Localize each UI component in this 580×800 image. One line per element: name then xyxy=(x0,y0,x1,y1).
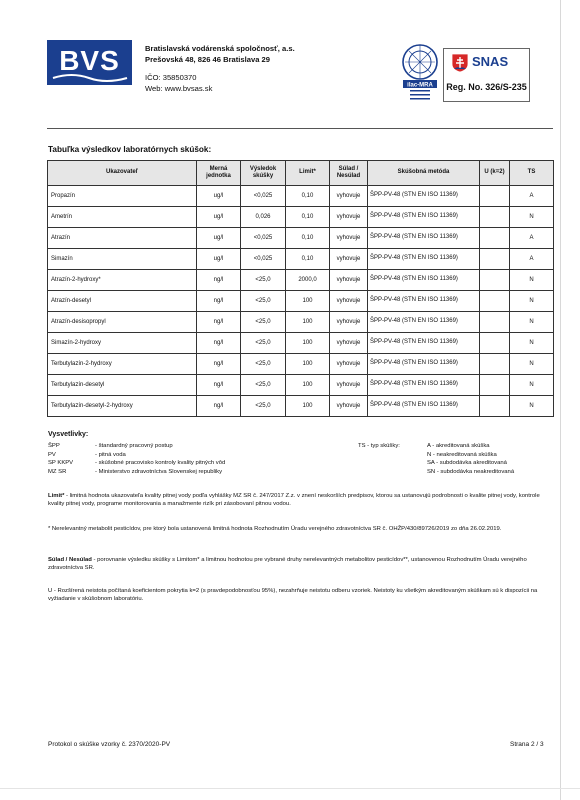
limit-cell: 0,10 xyxy=(286,228,330,249)
page-edge-bottom xyxy=(0,788,580,789)
table-row xyxy=(48,396,554,417)
legend-item: PV - pitná voda xyxy=(48,451,126,458)
analyte-name: Atrazín-desisopropyl xyxy=(48,312,197,333)
method-cell: ŠPP-PV-48 (STN EN ISO 11369) xyxy=(368,270,480,291)
table-row xyxy=(48,207,554,228)
legend-item: ŠPP - štandardný pracovný postup xyxy=(48,443,173,449)
note-metabolite: * Nerelevantný metabolit pesticídov, pre ktorý bola ustanovená limitná hodnota Rozhodnutím Úradu verejného zdravotníctva SR č. OHŽP/430/89726/2019 zo dňa 26.02.2019. xyxy=(48,526,502,532)
method-cell: ŠPP-PV-48 (STN EN ISO 11369) xyxy=(368,228,480,249)
test-type-cell: N xyxy=(510,312,554,333)
analyte-name: Simazín xyxy=(48,249,197,270)
note-uncertainty: U - Rozšírená neistota počítaná koeficientom pokrytia k=2 (s pravdepodobnosťou 95%), nezahrňuje neistotu odberu vzoriek. Neistoty ku všetkým akreditovaným skúškam sú k dispozícii na vyžiadanie v skúšobnom laboratóriu. xyxy=(48,588,538,603)
method-cell: ŠPP-PV-48 (STN EN ISO 11369) xyxy=(368,312,480,333)
footer-protocol: Protokol o skúške vzorky č. 2370/2020-PV xyxy=(48,741,171,748)
test-type-cell: N xyxy=(510,375,554,396)
test-type-cell: A xyxy=(510,249,554,270)
col-header: Výsledok skúšky xyxy=(241,161,286,186)
unit-cell: ug/l xyxy=(197,207,241,228)
col-header: U (k=2) xyxy=(480,161,510,186)
limit-cell: 100 xyxy=(286,291,330,312)
uncertainty-cell xyxy=(480,312,510,333)
method-cell: ŠPP-PV-48 (STN EN ISO 11369) xyxy=(368,375,480,396)
limit-cell: 100 xyxy=(286,354,330,375)
results-table xyxy=(47,160,554,417)
test-type-cell: N xyxy=(510,333,554,354)
limit-cell: 0,10 xyxy=(286,249,330,270)
uncertainty-cell xyxy=(480,207,510,228)
method-cell: ŠPP-PV-48 (STN EN ISO 11369) xyxy=(368,396,480,417)
status-cell: vyhovuje xyxy=(330,312,368,333)
unit-cell: ng/l xyxy=(197,270,241,291)
method-cell: ŠPP-PV-48 (STN EN ISO 11369) xyxy=(368,291,480,312)
table-row xyxy=(48,270,554,291)
analyte-name: Terbutylazín-desetyl-2-hydroxy xyxy=(48,396,197,417)
result-cell: <25,0 xyxy=(241,270,286,291)
bvs-logo xyxy=(47,40,132,85)
note-limit: Limit* - limitná hodnota ukazovateľa kvality pitnej vody podľa vyhlášky MZ SR č. 247/2017 Z.z. v znení neskorších predpisov, ktorou sa ustanovujú podrobnosti o kvalite pitnej vody, kontrole kvality pitnej vody, programe monitorovania a manažmente rizík pri zásobovaní pitnou vodou. xyxy=(48,493,540,508)
unit-cell: ng/l xyxy=(197,333,241,354)
company-info xyxy=(145,44,295,94)
legend-title: Vysvetlivky: xyxy=(48,431,89,438)
snas-label: SNAS xyxy=(472,54,509,69)
status-cell: vyhovuje xyxy=(330,228,368,249)
result-cell: <25,0 xyxy=(241,354,286,375)
legend-abbreviations xyxy=(48,442,225,476)
snas-accreditation-box xyxy=(443,48,530,102)
snas-reg-number: Reg. No. 326/S-235 xyxy=(446,82,527,92)
unit-cell: ug/l xyxy=(197,186,241,207)
analyte-name: Atrazín xyxy=(48,228,197,249)
status-cell: vyhovuje xyxy=(330,270,368,291)
result-cell: <25,0 xyxy=(241,333,286,354)
company-web: Web: www.bvsas.sk xyxy=(145,83,213,93)
result-cell: <25,0 xyxy=(241,312,286,333)
result-cell: <25,0 xyxy=(241,396,286,417)
uncertainty-cell xyxy=(480,270,510,291)
limit-cell: 100 xyxy=(286,333,330,354)
method-cell: ŠPP-PV-48 (STN EN ISO 11369) xyxy=(368,333,480,354)
uncertainty-cell xyxy=(480,228,510,249)
col-header: Limit* xyxy=(286,161,330,186)
ilac-mra-logo xyxy=(400,42,440,104)
ts-type-item: SA - subdodávka akreditovaná xyxy=(427,460,507,467)
limit-cell: 0,10 xyxy=(286,186,330,207)
company-name: Bratislavská vodárenská spoločnosť, a.s. xyxy=(145,44,295,53)
note-conformity: Súlad / Nesúlad - porovnanie výsledku skúšky s Limitom* a limitnou hodnotou pre vybrané druhy nerelevantných metabolitov pesticídov**, ustanovenou Rozhodnutím Úradu verejného zdravotníctva SR. xyxy=(48,557,527,572)
status-cell: vyhovuje xyxy=(330,375,368,396)
table-row xyxy=(48,291,554,312)
uncertainty-cell xyxy=(480,396,510,417)
company-ico: IČO: 35850370 xyxy=(145,73,197,82)
result-cell: <25,0 xyxy=(241,291,286,312)
ts-type-item: SN - subdodávka neakreditovaná xyxy=(427,468,515,475)
test-type-cell: A xyxy=(510,228,554,249)
analyte-name: Simazín-2-hydroxy xyxy=(48,333,197,354)
uncertainty-cell xyxy=(480,375,510,396)
status-cell: vyhovuje xyxy=(330,291,368,312)
uncertainty-cell xyxy=(480,291,510,312)
uncertainty-cell xyxy=(480,249,510,270)
analyte-name: Propazín xyxy=(48,186,197,207)
limit-cell: 100 xyxy=(286,375,330,396)
status-cell: vyhovuje xyxy=(330,249,368,270)
status-cell: vyhovuje xyxy=(330,396,368,417)
legend-item: MZ SR - Ministerstvo zdravotníctva Slovenskej republiky xyxy=(48,468,223,475)
table-row xyxy=(48,354,554,375)
method-cell: ŠPP-PV-48 (STN EN ISO 11369) xyxy=(368,186,480,207)
col-header: TS xyxy=(510,161,554,186)
company-address: Prešovská 48, 826 46 Bratislava 29 xyxy=(145,54,270,64)
header-divider xyxy=(47,128,553,129)
analyte-name: Atrazín-2-hydroxy* xyxy=(48,270,197,291)
limit-cell: 100 xyxy=(286,396,330,417)
ts-type-item: A - akreditovaná skúška xyxy=(427,443,490,449)
status-cell: vyhovuje xyxy=(330,333,368,354)
unit-cell: ng/l xyxy=(197,291,241,312)
method-cell: ŠPP-PV-48 (STN EN ISO 11369) xyxy=(368,249,480,270)
method-cell: ŠPP-PV-48 (STN EN ISO 11369) xyxy=(368,207,480,228)
test-type-cell: N xyxy=(510,354,554,375)
ilac-text: ilac-MRA xyxy=(407,82,433,89)
analyte-name: Ametrín xyxy=(48,207,197,228)
method-cell: ŠPP-PV-48 (STN EN ISO 11369) xyxy=(368,354,480,375)
test-type-cell: A xyxy=(510,186,554,207)
status-cell: vyhovuje xyxy=(330,186,368,207)
unit-cell: ng/l xyxy=(197,396,241,417)
col-header: Skúšobná metóda xyxy=(368,161,480,186)
test-type-cell: N xyxy=(510,270,554,291)
status-cell: vyhovuje xyxy=(330,207,368,228)
limit-cell: 2000,0 xyxy=(286,270,330,291)
table-row xyxy=(48,186,554,207)
result-cell: <0,025 xyxy=(241,228,286,249)
unit-cell: ng/l xyxy=(197,312,241,333)
result-cell: <25,0 xyxy=(241,375,286,396)
footer-page-number: Strana 2 / 3 xyxy=(510,741,544,748)
analyte-name: Terbutylazín-desetyl xyxy=(48,375,197,396)
table-row xyxy=(48,375,554,396)
slovak-shield-icon xyxy=(451,53,469,73)
table-title: Tabuľka výsledkov laboratórnych skúšok: xyxy=(48,145,212,154)
unit-cell: ug/l xyxy=(197,249,241,270)
uncertainty-cell xyxy=(480,333,510,354)
test-type-cell: N xyxy=(510,207,554,228)
logo-text: BVS xyxy=(59,45,120,76)
page-edge-right xyxy=(560,0,561,800)
ts-type-item: N - neakreditovaná skúška xyxy=(427,451,497,458)
table-row xyxy=(48,228,554,249)
table-row xyxy=(48,312,554,333)
col-header: Ukazovateľ xyxy=(48,161,197,186)
col-header: Súlad / Nesúlad xyxy=(330,161,368,186)
analyte-name: Terbutylazín-2-hydroxy xyxy=(48,354,197,375)
unit-cell: ug/l xyxy=(197,228,241,249)
uncertainty-cell xyxy=(480,354,510,375)
result-cell: 0,026 xyxy=(241,207,286,228)
legend-item: SP KKPV - skúšobné pracovisko kontroly kvality pitných vôd xyxy=(48,460,226,467)
limit-cell: 0,10 xyxy=(286,207,330,228)
table-row xyxy=(48,249,554,270)
table-row xyxy=(48,333,554,354)
status-cell: vyhovuje xyxy=(330,354,368,375)
test-type-cell: N xyxy=(510,396,554,417)
unit-cell: ng/l xyxy=(197,375,241,396)
uncertainty-cell xyxy=(480,186,510,207)
table-header-row xyxy=(48,161,554,186)
analyte-name: Atrazín-desetyl xyxy=(48,291,197,312)
legend-ts-label: TS - typ skúšky: xyxy=(358,443,400,449)
limit-cell: 100 xyxy=(286,312,330,333)
legend-ts-types xyxy=(427,442,514,476)
result-cell: <0,025 xyxy=(241,249,286,270)
col-header: Merná jednotka xyxy=(197,161,241,186)
test-type-cell: N xyxy=(510,291,554,312)
unit-cell: ng/l xyxy=(197,354,241,375)
result-cell: <0,025 xyxy=(241,186,286,207)
